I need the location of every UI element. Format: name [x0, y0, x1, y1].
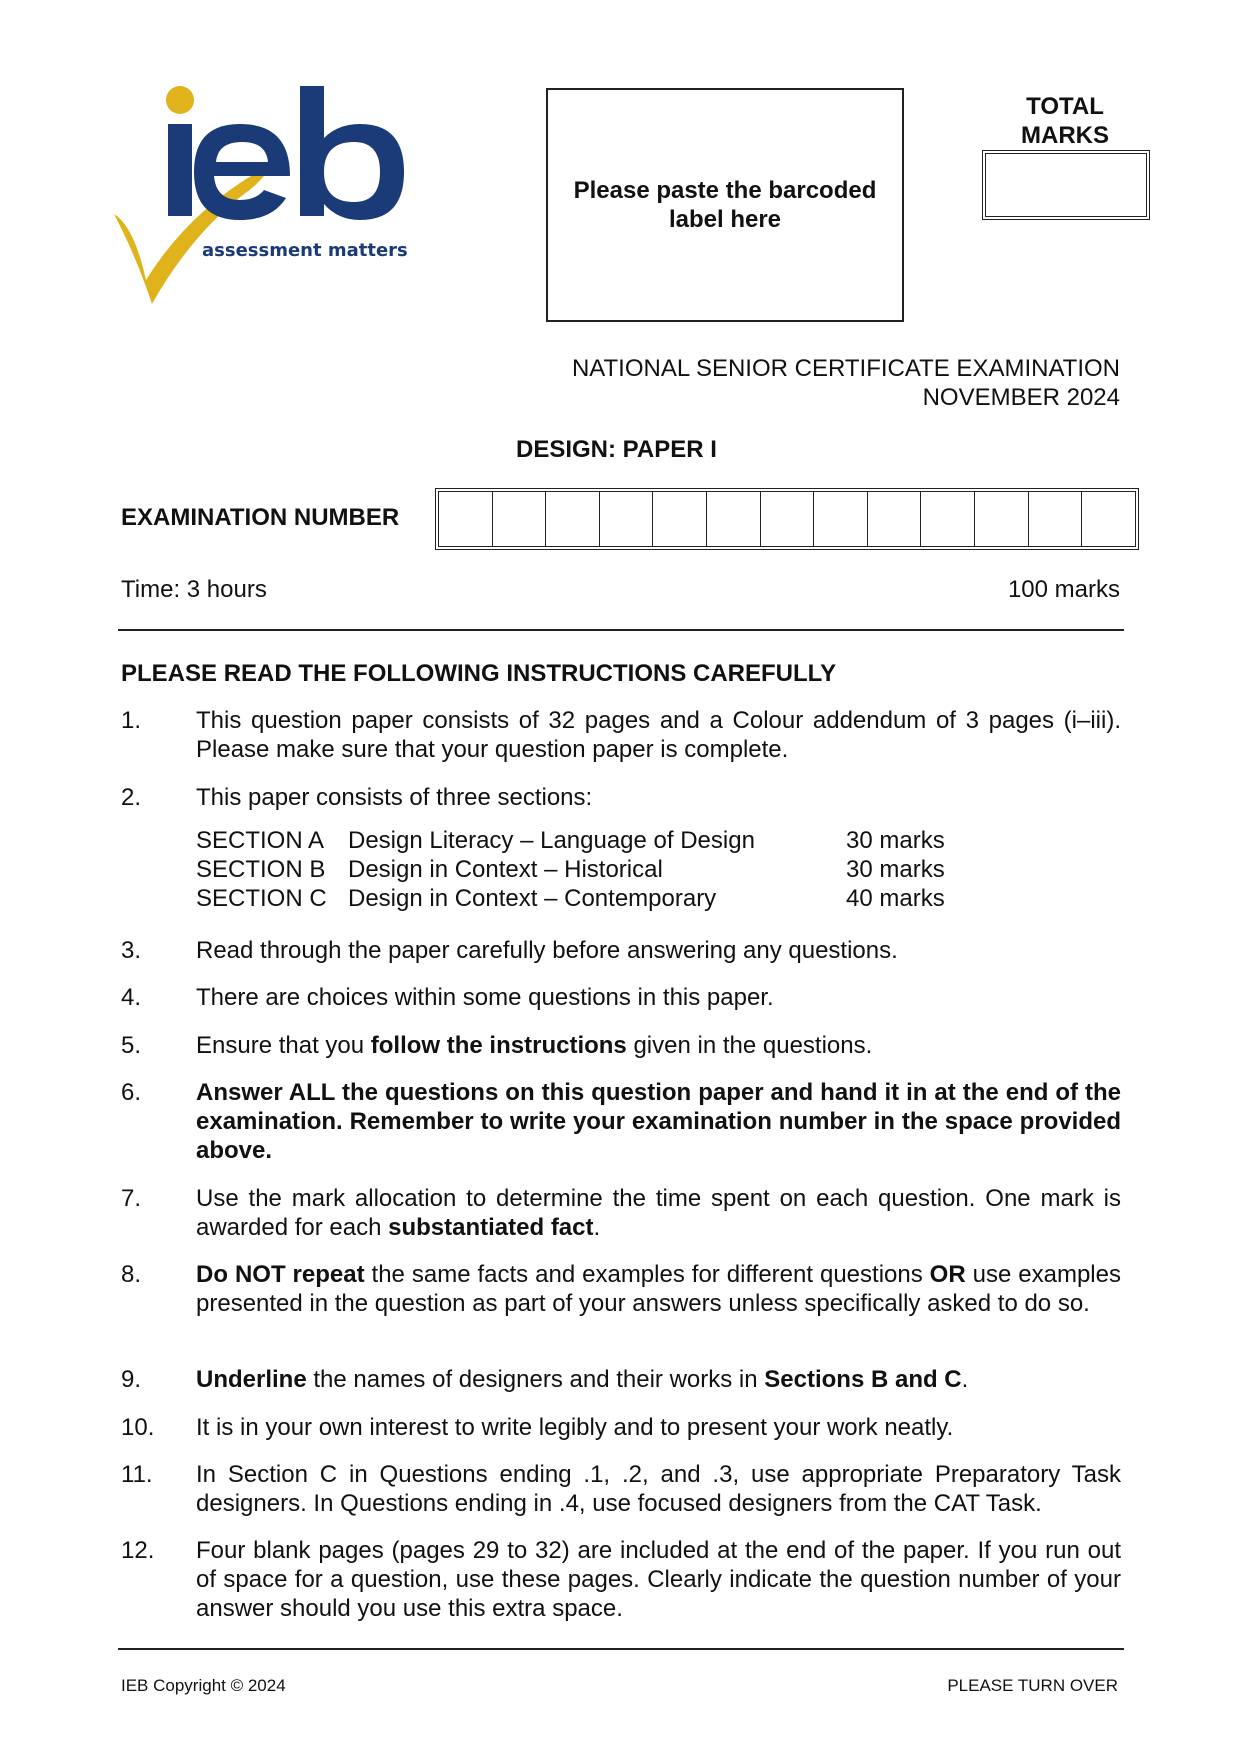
- instruction-number: 9.: [121, 1366, 142, 1393]
- instruction-item: [121, 1536, 1121, 1623]
- instruction-text: It is in your own interest to write legibly and to present your work neatly.: [196, 1414, 954, 1441]
- paper-title: DESIGN: PAPER I: [516, 436, 717, 463]
- section-marks: 40 marks: [846, 885, 945, 912]
- exam-number-box[interactable]: [707, 492, 761, 546]
- logo-i-dot: [166, 86, 194, 114]
- barcode-label-line1: Please paste the barcoded: [573, 177, 877, 204]
- section-row: [196, 855, 1121, 884]
- instruction-number: 4.: [121, 984, 142, 1011]
- instruction-text: There are choices within some questions in this paper.: [196, 984, 774, 1011]
- section-description: Design Literacy – Language of Design: [348, 827, 755, 854]
- text-run-bold: Sections B and C: [764, 1366, 962, 1393]
- divider: [118, 1648, 1124, 1650]
- total-marks-box[interactable]: [982, 150, 1150, 220]
- instruction-item: [121, 1031, 1121, 1060]
- section-row: [196, 884, 1121, 913]
- footer-turn-over: PLEASE TURN OVER: [947, 1676, 1118, 1695]
- instruction-text: [196, 1365, 1121, 1394]
- instruction-item: [121, 1460, 1121, 1518]
- total-marks-line2: MARKS: [1021, 122, 1109, 149]
- instruction-number: 2.: [121, 784, 142, 811]
- exam-number-box[interactable]: [1082, 492, 1135, 546]
- examination-number-grid: [435, 488, 1139, 550]
- text-run: .: [593, 1214, 601, 1241]
- section-description: Design in Context – Historical: [348, 856, 663, 883]
- instruction-number: 1.: [121, 707, 142, 734]
- text-run-bold: Do NOT repeat: [196, 1261, 365, 1288]
- instruction-text: [196, 1184, 1121, 1242]
- logo-checkmark: [114, 164, 272, 304]
- exam-time: Time: 3 hours: [121, 576, 267, 603]
- exam-title: [540, 354, 1120, 412]
- instruction-number: 10.: [121, 1414, 155, 1441]
- exam-number-box[interactable]: [493, 492, 547, 546]
- instruction-number: 12.: [121, 1537, 155, 1564]
- text-run: Use the mark allocation to determine the time spent on each question. One mark is awarded for each: [196, 1185, 1121, 1241]
- text-run: .: [961, 1366, 969, 1393]
- section-name: SECTION B: [196, 856, 326, 883]
- exam-total-marks: 100 marks: [1007, 576, 1120, 603]
- instruction-item: [121, 1413, 1121, 1442]
- instruction-item: [121, 783, 1121, 913]
- instruction-item: [121, 1365, 1121, 1394]
- section-description: Design in Context – Contemporary: [348, 885, 717, 912]
- exam-number-box[interactable]: [814, 492, 868, 546]
- instruction-item: [121, 936, 1121, 965]
- exam-number-box[interactable]: [653, 492, 707, 546]
- text-run: Ensure that you: [196, 1032, 371, 1059]
- exam-name: NATIONAL SENIOR CERTIFICATE EXAMINATION: [571, 355, 1120, 382]
- divider: [118, 629, 1124, 631]
- instruction-text: This paper consists of three sections:: [196, 784, 593, 811]
- instruction-number: 6.: [121, 1079, 142, 1106]
- section-marks: 30 marks: [846, 827, 945, 854]
- instruction-text: Answer ALL the questions on this question paper and hand it in at the end of the examination. Remember to write your examination number in the space provided above.: [196, 1079, 1121, 1164]
- text-run: the same facts and examples for different questions: [364, 1261, 930, 1288]
- instruction-text: [196, 1260, 1121, 1318]
- exam-number-box[interactable]: [921, 492, 975, 546]
- text-run: the names of designers and their works in: [306, 1366, 765, 1393]
- exam-number-box[interactable]: [546, 492, 600, 546]
- barcode-label-box: [546, 88, 904, 322]
- instruction-text: [196, 1031, 1121, 1060]
- instruction-number: 3.: [121, 937, 142, 964]
- ieb-logo: [112, 86, 462, 316]
- instruction-number: 5.: [121, 1032, 142, 1059]
- exam-number-box[interactable]: [761, 492, 815, 546]
- instructions-heading: PLEASE READ THE FOLLOWING INSTRUCTIONS CAREFULLY: [121, 660, 837, 687]
- section-name: SECTION A: [196, 827, 325, 854]
- text-run-bold: follow the instructions: [370, 1032, 627, 1059]
- section-marks: 30 marks: [846, 856, 945, 883]
- total-marks-line1: TOTAL: [1026, 93, 1104, 120]
- instruction-item: [121, 1078, 1121, 1165]
- footer-copyright: IEB Copyright © 2024: [121, 1676, 286, 1695]
- barcode-label-line2: label here: [668, 206, 782, 233]
- exam-number-box[interactable]: [1029, 492, 1083, 546]
- instruction-number: 11.: [121, 1461, 153, 1488]
- logo-tagline: assessment matters: [202, 240, 408, 261]
- text-run: given in the questions.: [626, 1032, 873, 1059]
- text-run-bold: substantiated fact: [388, 1214, 594, 1241]
- instruction-number: 8.: [121, 1261, 142, 1288]
- instruction-text: This question paper consists of 32 pages and a Colour addendum of 3 pages (i–iii). Please make sure that your question paper is complete.: [196, 707, 1121, 763]
- text-run: use examples presented in the question as part of your answers unless specifically asked to do so.: [196, 1261, 1121, 1317]
- sections-table: [196, 826, 1121, 913]
- exam-number-box[interactable]: [975, 492, 1029, 546]
- logo-e: [194, 124, 290, 220]
- instruction-item: [121, 1184, 1121, 1242]
- exam-number-box[interactable]: [600, 492, 654, 546]
- instruction-item: [121, 1260, 1121, 1318]
- text-run-bold: OR: [929, 1261, 966, 1288]
- logo-i-stem: [168, 124, 192, 216]
- logo-b: [300, 86, 404, 220]
- exam-number-box[interactable]: [439, 492, 493, 546]
- instruction-text: Read through the paper carefully before answering any questions.: [196, 937, 898, 964]
- exam-number-box[interactable]: [868, 492, 922, 546]
- section-name: SECTION C: [196, 885, 327, 912]
- section-row: [196, 826, 1121, 855]
- instruction-text: Four blank pages (pages 29 to 32) are included at the end of the paper. If you run out of space for a question, use these pages. Clearly indicate the question number of your answer should you use this extra space.: [196, 1537, 1121, 1622]
- exam-date: NOVEMBER 2024: [922, 384, 1120, 411]
- text-run-bold: Underline: [196, 1366, 307, 1393]
- instruction-text: In Section C in Questions ending .1, .2, and .3, use appropriate Preparatory Task designers. In Questions ending in .4, use focused designers from the CAT Task.: [196, 1461, 1121, 1517]
- examination-number-label: EXAMINATION NUMBER: [121, 504, 400, 531]
- instruction-item: [121, 706, 1121, 764]
- instruction-item: [121, 983, 1121, 1012]
- instruction-number: 7.: [121, 1185, 142, 1212]
- total-marks-label: [980, 92, 1150, 150]
